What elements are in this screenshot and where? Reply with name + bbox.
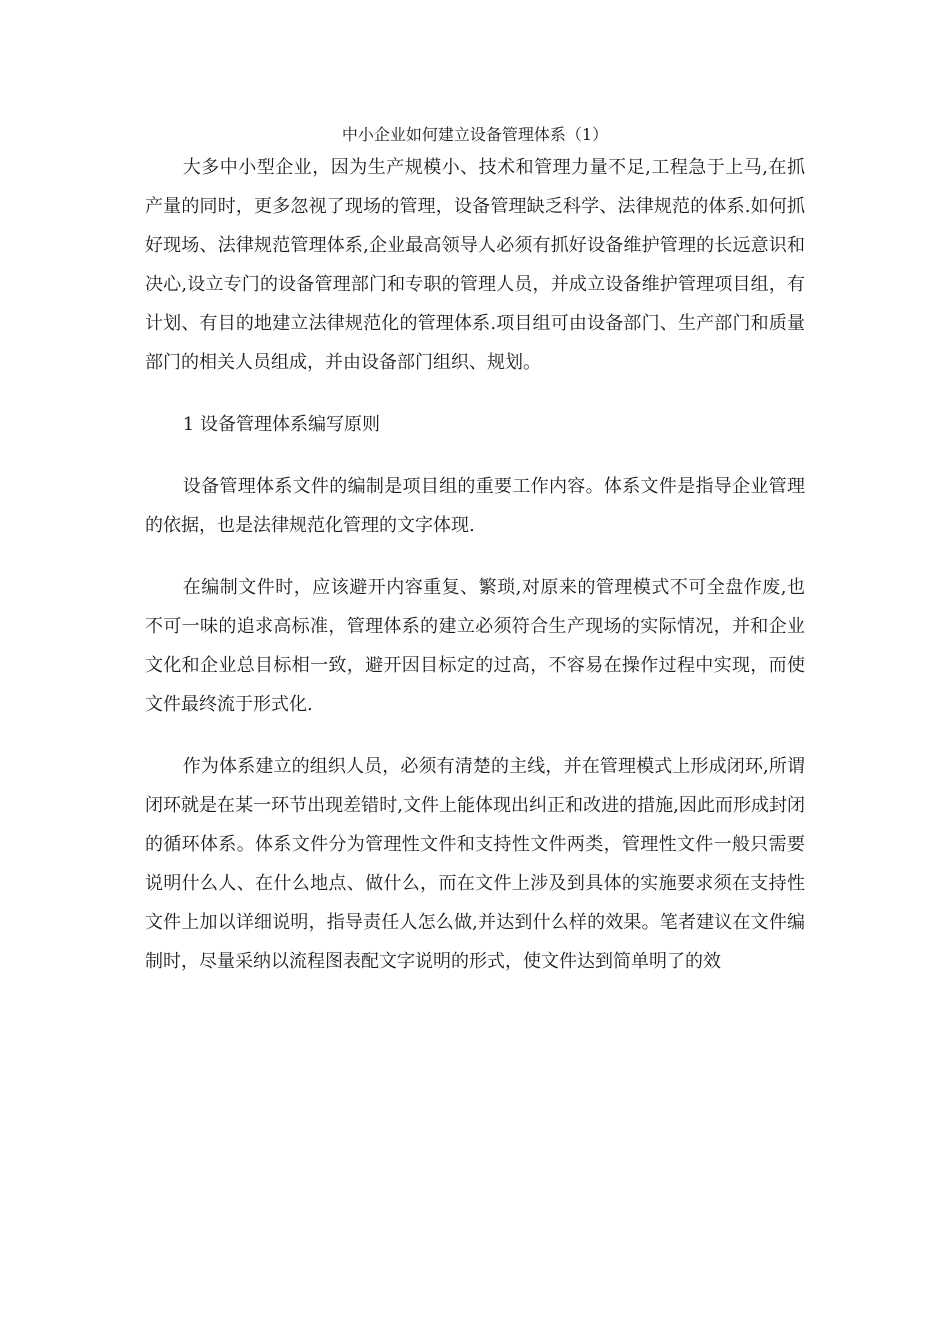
section-heading: 1 设备管理体系编写原则	[182, 414, 380, 435]
paragraph-gap	[145, 444, 805, 467]
paragraph-gap	[145, 545, 805, 568]
paragraph-gap	[145, 382, 805, 405]
paragraph-document-compilation: 设备管理体系文件的编制是项目组的重要工作内容。体系文件是指导企业管理的依据，也是法律规范化管理的文字体现.	[145, 476, 805, 536]
document-body	[145, 148, 805, 981]
paragraph-gap	[145, 724, 805, 747]
paragraph-compilation-guidance: 在编制文件时，应该避开内容重复、繁琐,对原来的管理模式不可全盘作废,也不可一味的追求高标准，管理体系的建立必须符合生产现场的实际情况，并和企业文化和企业总目标相一致，避开因目标定的过高，不容易在操作过程中实现，而使文件最终流于形式化.	[145, 577, 805, 715]
document-title: 中小企业如何建立设备管理体系（1）	[341, 125, 609, 144]
paragraph-intro: 大多中小型企业，因为生产规模小、技术和管理力量不足,工程急于上马,在抓产量的同时，更多忽视了现场的管理，设备管理缺乏科学、法律规范的体系.如何抓好现场、法律规范管理体系,企业最高领导人必须有抓好设备维护管理的长远意识和决心,设立专门的设备管理部门和专职的管理人员，并成立设备维护管理项目组，有计划、有目的地建立法律规范化的管理体系.项目组可由设备部门、生产部门和质量部门的相关人员组成，并由设备部门组织、规划。	[145, 157, 805, 373]
paragraph-closed-loop: 作为体系建立的组织人员，必须有清楚的主线，并在管理模式上形成闭环,所谓闭环就是在某一环节出现差错时,文件上能体现出纠正和改进的措施,因此而形成封闭的循环体系。体系文件分为管理性文件和支持性文件两类，管理性文件一般只需要说明什么人、在什么地点、做什么，而在文件上涉及到具体的实施要求须在支持性文件上加以详细说明，指导责任人怎么做,并达到什么样的效果。笔者建议在文件编制时，尽量采纳以流程图表配文字说明的形式，使文件达到简单明了的效	[145, 756, 805, 972]
